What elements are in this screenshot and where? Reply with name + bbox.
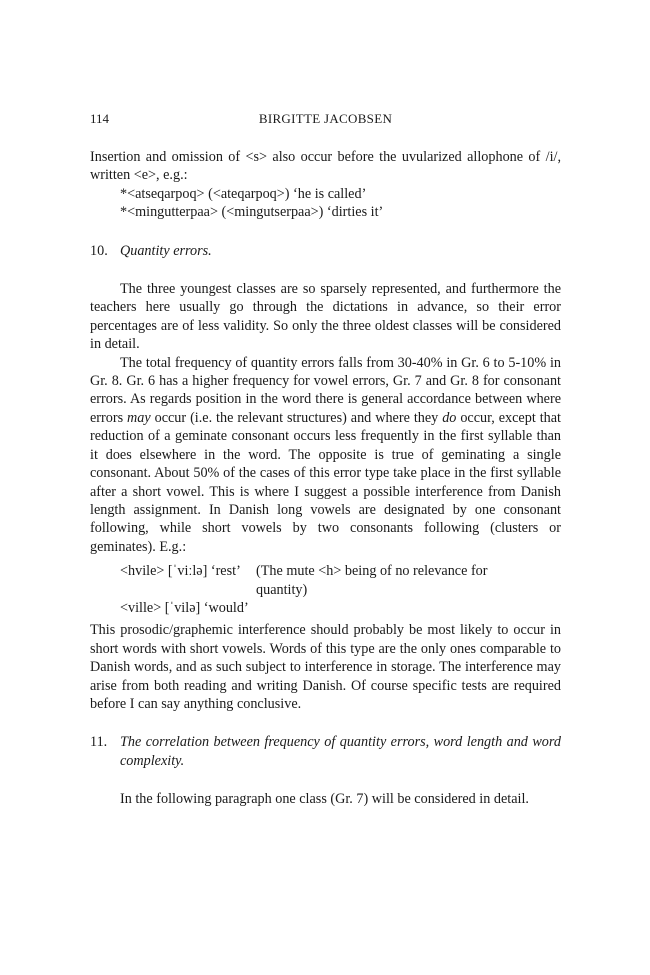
example-note-cont: quantity) [256, 581, 308, 598]
paragraph: The total frequency of quantity errors falls from 30-40% in Gr. 6 to 5-10% in Gr. 8. Gr. 6 has a higher frequency for vowel errors, Gr. 7 and Gr. 8 for consonant errors. As regards position in the word there is general accordance between where errors may occur (i.e. the relevant structures) and where they do occur, except that reduction of a geminate consonant occurs less frequently in the first syllable than it does elsewhere in the word. The opposite is true of geminating a single consonant. About 50% of the cases of this error type take place in the first syllable after a short vowel. This is where I suggest a possible interference from Danish length assignment. In Danish long vowels are designated by one consonant following, while short vowels by two consonants following (clusters or geminates). E.g.: [90, 354, 561, 555]
section-number: 10. [90, 242, 108, 259]
section-10-heading [90, 242, 561, 260]
example-word: <ville> [ˈvilə] ‘would’ [120, 599, 249, 616]
running-head [90, 111, 561, 131]
section-title: Quantity errors. [120, 242, 212, 259]
example-line: *<mingutterpaa> (<mingutserpaa>) ‘dirties it’ [120, 204, 384, 221]
body-text [90, 148, 561, 809]
example-note: (The mute <h> being of no relevance for [256, 563, 488, 580]
paragraph: In the following paragraph one class (Gr. 7) will be considered in detail. [120, 791, 529, 808]
length-examples [90, 562, 561, 617]
intro-examples [90, 185, 561, 222]
paragraph: This prosodic/graphemic interference should probably be most likely to occur in short words with short vowels. Words of this type are the only ones comparable to Danish words, and as such subject to interference in storage. The interference may arise from both reading and writing Danish. Of course specific tests are required before I can say anything conclusive. [90, 622, 561, 712]
intro-paragraph: Insertion and omission of <s> also occur before the uvularized allophone of /i/, written <e>, e.g.: [90, 149, 561, 184]
emphasis: may [127, 409, 151, 426]
page-number: 114 [90, 111, 110, 126]
example-line: *<atseqarpoq> (<ateqarpoq>) ‘he is called’ [120, 185, 367, 202]
paragraph: The three youngest classes are so sparsely represented, and furthermore the teachers here usually go through the dictations in advance, so their error percentages are of less validity. So only the three oldest classes will be considered in detail. [90, 281, 561, 353]
section-number: 11. [90, 734, 108, 751]
example-word: <hvile> [ˈviːlə] ‘rest’ [120, 563, 241, 580]
emphasis: do [442, 409, 457, 426]
running-title: BIRGITTE JACOBSEN [258, 111, 393, 126]
section-11-heading [90, 733, 561, 770]
section-title: The correlation between frequency of quantity errors, word length and word complexity. [120, 734, 561, 769]
